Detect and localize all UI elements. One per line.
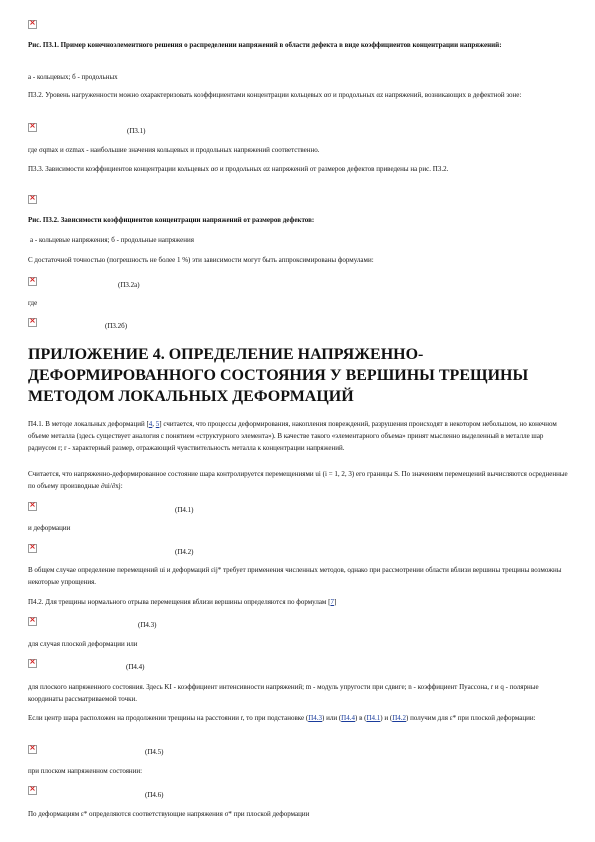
reference-link[interactable]: П4.2	[392, 714, 406, 722]
broken-image-icon	[28, 502, 37, 511]
equation-number: (П4.6)	[145, 791, 164, 799]
figure-caption: Рис. П3.2. Зависимости коэффициентов концентрации напряжений от размеров дефектов:	[28, 216, 315, 224]
broken-image-icon	[28, 786, 37, 795]
broken-image-icon	[28, 318, 37, 327]
broken-image-icon	[28, 544, 37, 553]
paragraph-p3-2: П3.2. Уровень нагруженности можно охарактеризовать коэффициентами концентрации кольцевых ασ и продольных αz напряжений, возникающих в дефектной зоне:	[28, 91, 522, 99]
text: ,	[152, 420, 156, 428]
equation-number: (П4.2)	[175, 548, 194, 556]
paragraph-where: где σqmax и σzmax - наибольшие значения кольцевых и продольных напряжений соответственно.	[28, 146, 320, 154]
text: ] считается, что процессы деформирования, накопления повреждений, разрушения происходят в некотором небольшом, но конечном объеме металла (здесь существует аналогия с понятием «структурного элемента»). В качестве такого «элементарного объема» принят мысленно выделенный в металле шар радиусом r; r - характерный размер, отражающий чувствительность металла к концентрации напряжений.	[28, 420, 557, 452]
broken-image-icon	[28, 123, 37, 132]
reference-link[interactable]: П4.3	[308, 714, 323, 722]
paragraph-center	[28, 712, 568, 724]
equation-number: (П4.3)	[138, 621, 157, 629]
reference-link[interactable]: П4.1	[366, 714, 381, 722]
reference-link[interactable]: 5	[155, 420, 160, 428]
figure-legend: а - кольцевые напряжения; б - продольные напряжения	[30, 236, 194, 244]
paragraph-p4-1	[28, 418, 568, 454]
reference-link[interactable]: 7	[330, 598, 334, 606]
text: ) или (	[322, 714, 342, 722]
equation-number: (П3.2б)	[105, 322, 128, 330]
paragraph-considered: Считается, что напряженно-деформированное состояние шара контролируется перемещениями ui (i = 1, 2, 3) его границы S. По значениям перемещений вычисляются осредненные по объему производные ∂ui/∂xj:	[28, 470, 568, 490]
equation-number: (П3.1)	[127, 127, 146, 135]
reference-link[interactable]: П4.4	[341, 714, 355, 722]
figure-caption: Рис. П3.1. Пример конечноэлементного решения о распределении напряжений в области дефекта в виде коэффициентов концентрации напряжений:	[28, 41, 502, 49]
equation-number: (П4.5)	[145, 748, 164, 756]
equation-number: (П4.4)	[126, 663, 145, 671]
text: ) и (	[380, 714, 393, 722]
reference-link[interactable]: 4	[148, 420, 153, 428]
text: ) получим для ε* при плоской деформации:	[406, 714, 536, 722]
paragraph-last: По деформациям ε* определяются соответствующие напряжения σ* при плоской деформации	[28, 810, 310, 818]
broken-image-icon	[28, 745, 37, 754]
equation-number: (П3.2а)	[118, 281, 140, 289]
paragraph-plane-stress-2: при плоском напряженном состоянии:	[28, 767, 143, 775]
appendix-heading: ПРИЛОЖЕНИЕ 4. ОПРЕДЕЛЕНИЕ НАПРЯЖЕННО-ДЕФОРМИРОВАННОГО СОСТОЯНИЯ У ВЕРШИНЫ ТРЕЩИНЫ МЕТОДОМ ЛОКАЛЬНЫХ ДЕФОРМАЦИЙ	[28, 346, 529, 405]
text: ]	[333, 598, 337, 606]
text: Если центр шара расположен на продолжении трещины на расстоянии r, то при подстановке (	[28, 714, 309, 722]
broken-image-icon	[28, 277, 37, 286]
equation-number: (П4.1)	[175, 506, 194, 514]
paragraph-p3-3: П3.3. Зависимости коэффициентов концентрации кольцевых ασ и продольных αz напряжений от размеров дефектов приведены на рис. П3.2.	[28, 165, 449, 173]
text: П4.1. В методе локальных деформаций [	[28, 420, 149, 428]
broken-image-icon	[28, 617, 37, 626]
broken-image-icon	[28, 195, 37, 204]
broken-image-icon	[28, 20, 37, 29]
paragraph-general: В общем случае определение перемещений ui и деформаций εij* требует применения численных методов, однако при рассмотрении области вблизи вершины трещины возможны некоторые упрощения.	[28, 566, 562, 586]
paragraph-plane-strain: для случая плоской деформации или	[28, 640, 138, 648]
figure-legend: а - кольцевых; б - продольных	[28, 73, 118, 81]
paragraph-plane-stress: для плоского напряженного состояния. Здесь KI - коэффициент интенсивности напряжений; m - модуль упругости при сдвиге; n - коэффициент Пуассона, r и q - полярные координаты рассматриваемой точки.	[28, 683, 539, 703]
text: ) в (	[354, 714, 367, 722]
paragraph-and-deformations: и деформации	[28, 524, 71, 532]
paragraph-p4-2	[28, 596, 568, 608]
paragraph-approx: С достаточной точностью (погрешность не более 1 %) эти зависимости могут быть аппроксимированы формулами:	[28, 256, 374, 264]
broken-image-icon	[28, 659, 37, 668]
text: П4.2. Для трещины нормального отрыва перемещения вблизи вершины определяются по формулам [	[28, 598, 331, 606]
paragraph-where: где	[28, 299, 38, 307]
